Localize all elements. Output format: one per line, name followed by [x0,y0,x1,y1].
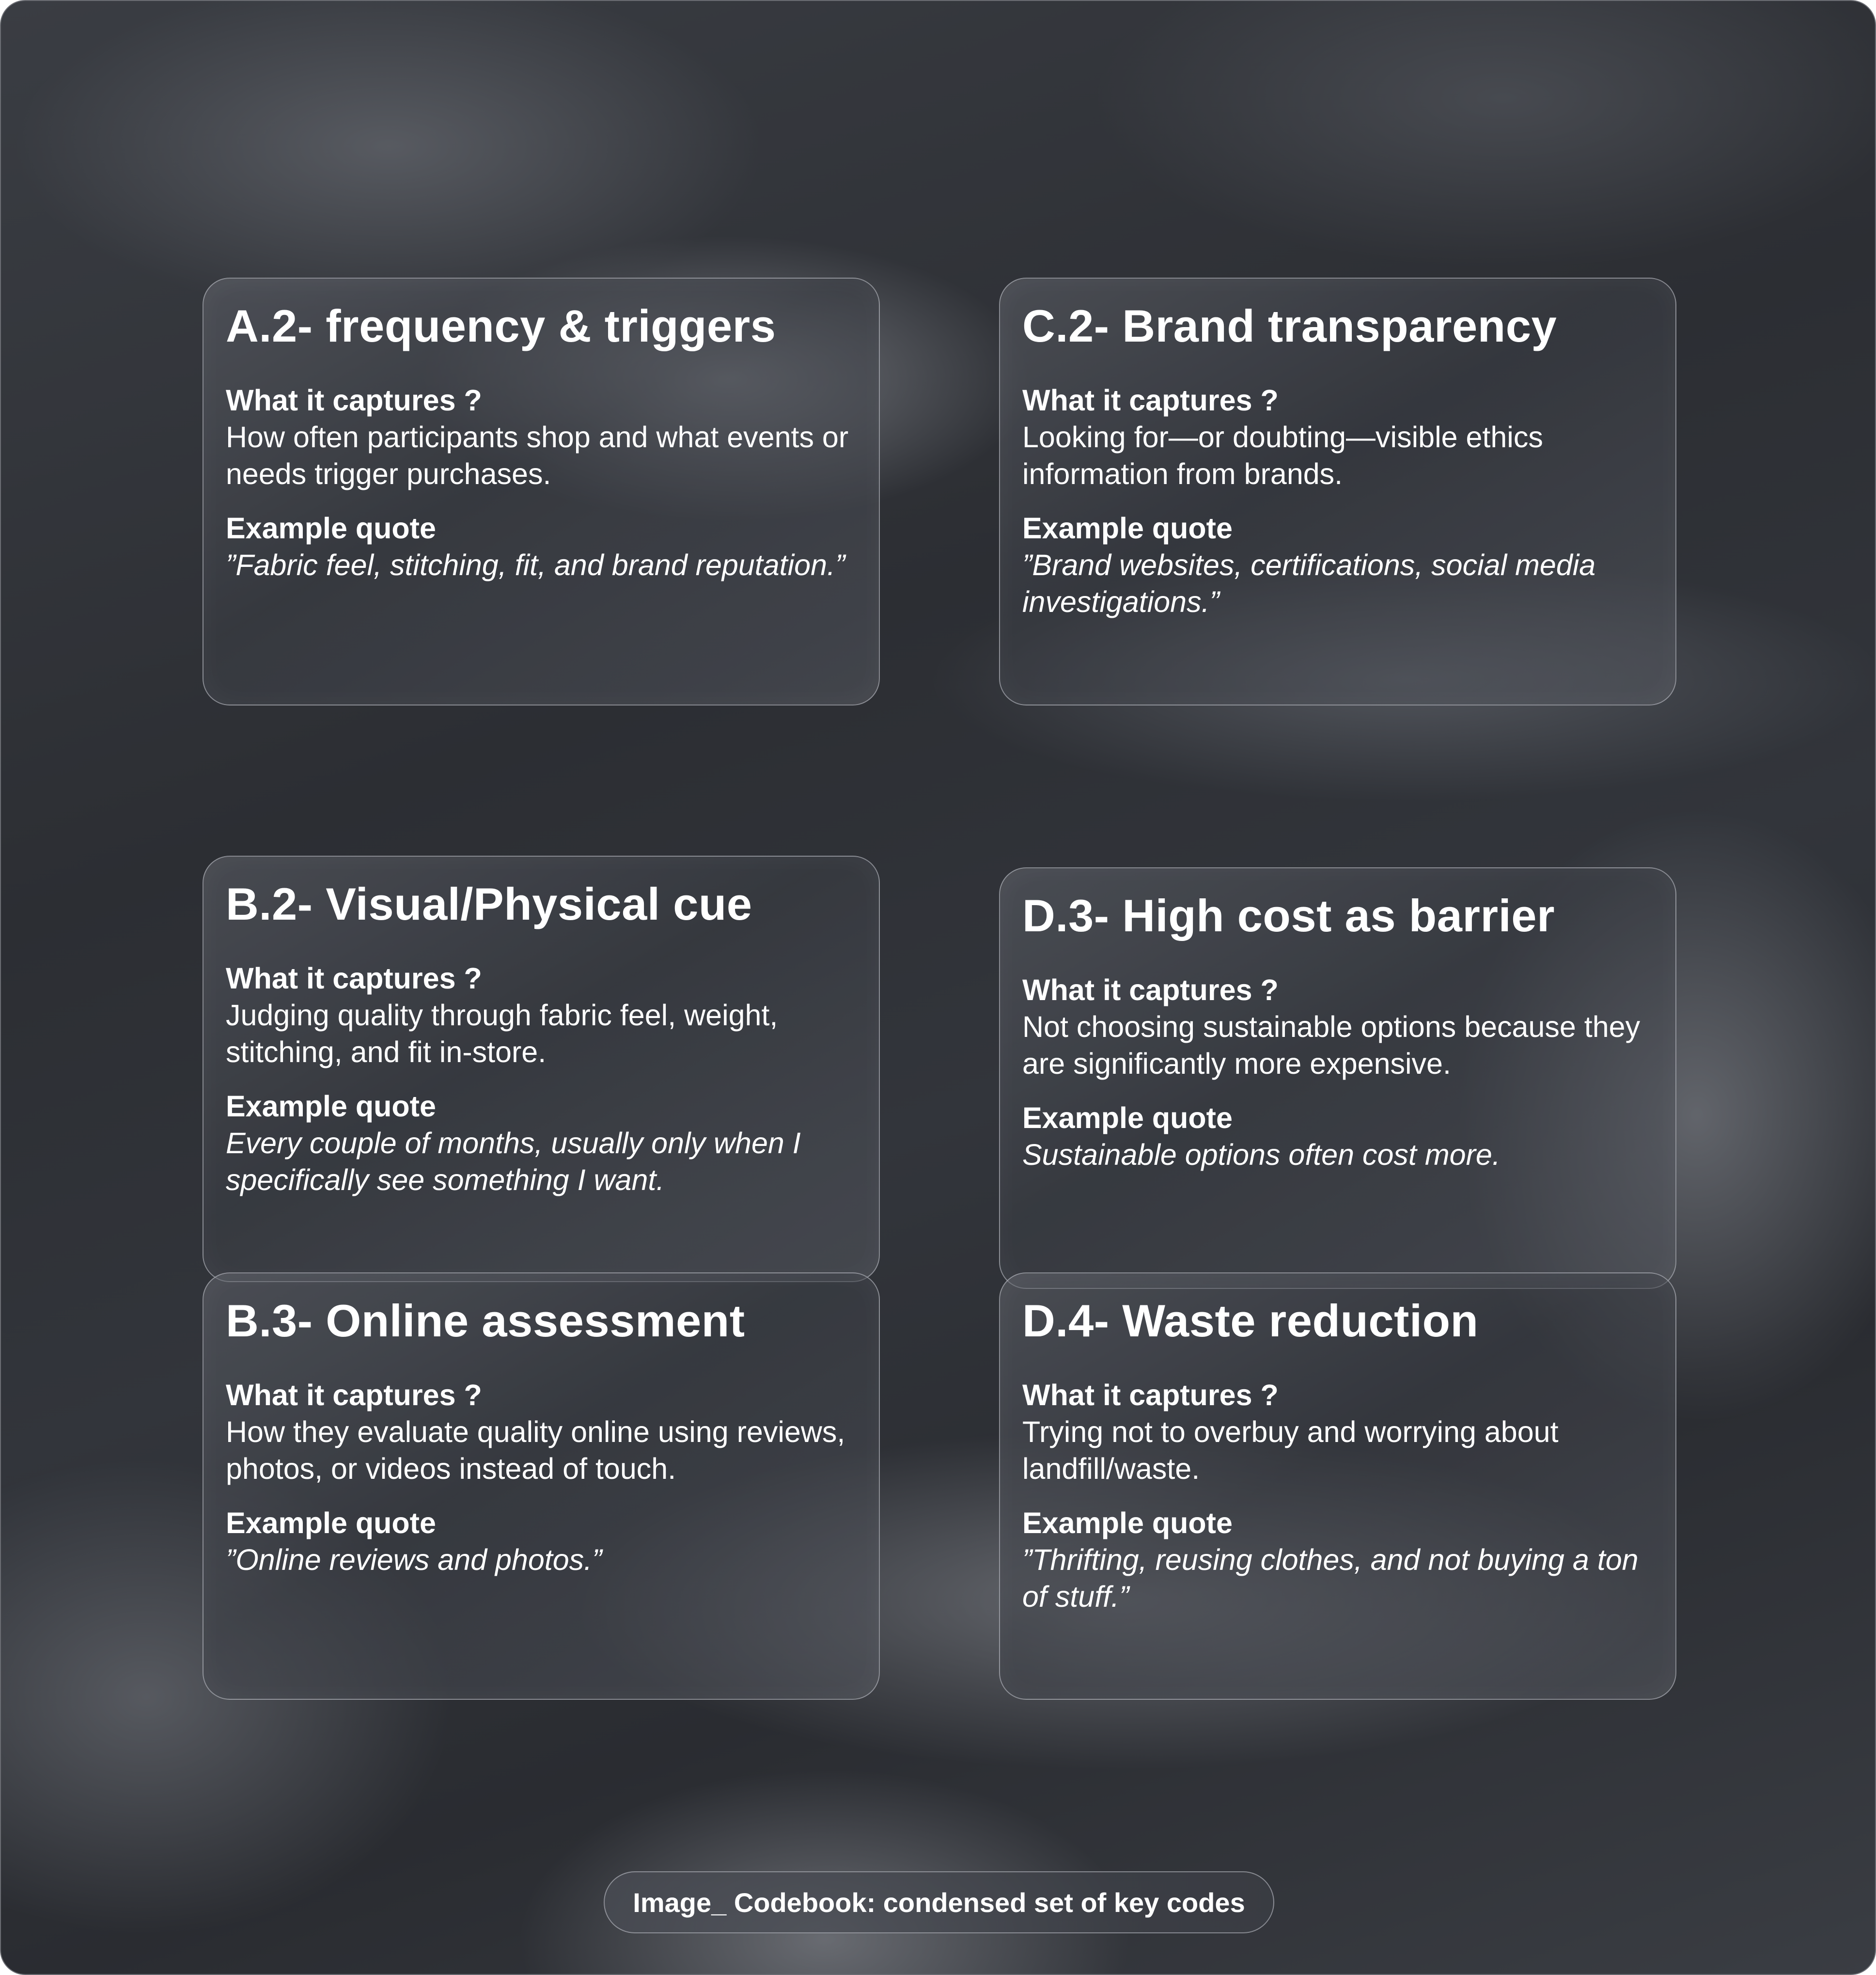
captures-label: What it captures ? [226,383,482,417]
quote-label: Example quote [226,511,436,545]
captures-text: How they evaluate quality online using reviews, photos, or videos instead of touch. [226,1415,845,1485]
code-card-b2 [203,856,880,1282]
captures-label: What it captures ? [1022,1378,1279,1411]
card-title: B.3- Online assessment [226,1295,745,1346]
card-title: B.2- Visual/Physical cue [226,878,752,929]
quote-text: Every couple of months, usually only when I specifically see something I want. [226,1126,801,1196]
quote-text: ”Online reviews and photos.” [226,1543,602,1576]
captures-label: What it captures ? [1022,383,1279,417]
card-title: D.4- Waste reduction [1022,1295,1479,1346]
quote-text: ”Brand websites, certifications, social media investigations.” [1022,548,1596,618]
quote-label: Example quote [1022,511,1233,545]
image-caption: Image_ Codebook: condensed set of key codes [604,1871,1274,1933]
captures-label: What it captures ? [226,1378,482,1411]
quote-label: Example quote [226,1506,436,1539]
quote-text: ”Thrifting, reusing clothes, and not buying a ton of stuff.” [1022,1543,1639,1613]
code-card-d4 [999,1272,1676,1700]
captures-text: How often participants shop and what events or needs trigger purchases. [226,420,849,490]
card-title: C.2- Brand transparency [1022,300,1557,351]
quote-label: Example quote [1022,1506,1233,1539]
captures-text: Trying not to overbuy and worrying about landfill/waste. [1022,1415,1559,1485]
quote-label: Example quote [226,1089,436,1123]
card-title: D.3- High cost as barrier [1022,890,1555,941]
card-title: A.2- frequency & triggers [226,300,776,351]
code-card-a2 [203,278,880,705]
quote-text: Sustainable options often cost more. [1022,1138,1501,1171]
code-card-b3 [203,1272,880,1700]
captures-text: Looking for—or doubting—visible ethics information from brands. [1022,420,1543,490]
captures-text: Not choosing sustainable options because they are significantly more expensive. [1022,1010,1641,1080]
captures-label: What it captures ? [1022,973,1279,1006]
quote-text: ”Fabric feel, stitching, fit, and brand reputation.” [226,548,845,581]
code-card-c2 [999,278,1676,705]
captures-text: Judging quality through fabric feel, weight, stitching, and fit in-store. [226,998,778,1068]
quote-label: Example quote [1022,1101,1233,1134]
captures-label: What it captures ? [226,961,482,995]
code-card-d3 [999,867,1676,1289]
